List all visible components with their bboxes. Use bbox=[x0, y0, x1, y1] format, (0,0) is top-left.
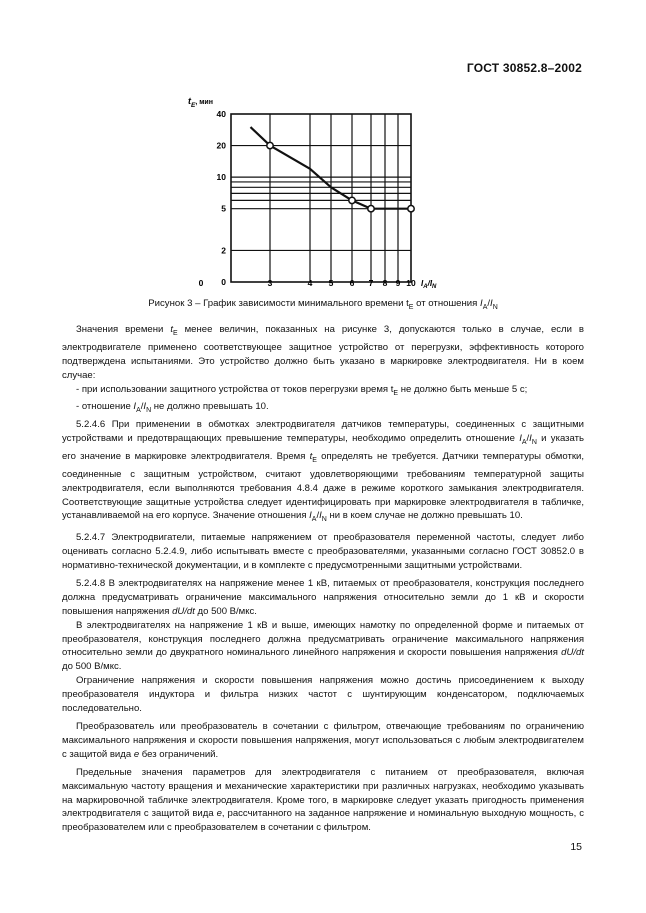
data-point-marker bbox=[267, 142, 273, 148]
x-tick-label: 10 bbox=[406, 278, 416, 288]
y-tick-label: 40 bbox=[216, 109, 226, 119]
paragraph-limit-values: Предельные значения параметров для электродвигателя с питанием от преобразователя, включая максимальную частоту вращения и механические характеристики при различных нагрузках, необходимо указывать на маркировочной табличке электродвигателя. Кроме того, в маркировке следует указать пригодность применения электродвигателя с защитой вида e, рассчитанного на заданное напряжение и номинальную выходную мощность, с преобразователем или с преобразователем в сочетании с фильтром. bbox=[62, 766, 584, 834]
paragraph-voltage-limit: Ограничение напряжения и скорости повышения напряжения можно достичь присоединением к выходу преобразователя индуктора и фильтра низких частот с шунтирующим конденсатором, подключаемых последовательно. bbox=[62, 675, 584, 715]
chart-grid bbox=[231, 114, 411, 282]
figure bbox=[0, 0, 646, 300]
y-tick-label: 0 bbox=[221, 277, 226, 287]
y-axis-label: $t_E^{, мин}$ bbox=[188, 96, 213, 109]
y-tick-label: 5 bbox=[221, 203, 226, 214]
page-number: 15 bbox=[570, 841, 582, 853]
x-tick-label: 7 bbox=[368, 278, 374, 288]
x-axis-label: $I_A/I_N$ bbox=[421, 279, 437, 290]
document-body bbox=[62, 323, 584, 835]
standard-id: ГОСТ 30852.8–2002 bbox=[466, 61, 582, 75]
x-tick-label: 8 bbox=[382, 278, 388, 288]
tE-chart bbox=[0, 0, 646, 300]
x-tick-label: 4 bbox=[307, 278, 313, 288]
data-point-marker bbox=[349, 197, 355, 203]
list-item-min-time: - при использовании защитного устройства от токов перегрузки время $t_E$ не должно быть меньше 5 с; bbox=[76, 383, 528, 397]
data-point-marker bbox=[368, 206, 374, 212]
x-tick-label: 0 bbox=[198, 278, 204, 288]
chart-frame bbox=[231, 114, 411, 282]
x-tick-label: 3 bbox=[267, 278, 273, 288]
x-tick-label: 5 bbox=[328, 278, 334, 288]
paragraph-5-2-4-7: 5.2.4.7 Электродвигатели, питаемые напряжением от преобразователя переменной частоты, следует либо оценивать согласно 5.2.4.9, либо испытывать вместе с преобразователями, указанными согласно ГОСТ 30852.0 в нормативно-технической документации, и в комплекте с предусмотренными защитными устройствами. bbox=[62, 532, 584, 572]
paragraph-5-2-4-6: 5.2.4.6 При применении в обмотках электродвигателя датчиков температуры, соединенных с защитными устройствами и предотвращающих превышение температуры, необходимо определить отношение $I_A/I_N$ и указать его значение в маркировке электродвигателя. Время $t_E$ определять не требуется. Датчики температуры обмотки, соединенные с защитным устройством, считают удовлетворяющими требованиям температурной защиты электродвигателя, если выполняются требования 4.8.4 даже в режиме короткого замыкания электродвигателя. Соответствующие защитные устройства следует идентифицировать при маркировке электродвигателя в табличке, устанавливаемой на его корпусе. Значение отношения $I_A/I_N$ ни в коем случае не должно превышать 10. bbox=[62, 419, 584, 524]
paragraph-te-values: Значения времени $t_E$ менее величин, показанных на рисунке 3, допускаются только в случае, если в электродвигателе применено соответствующее защитное устройство от перегрузки, эффективность которого подтверждена испытаниями. Это устройство должно быть указано в маркировке электродвигателя. Ни в коем случае: bbox=[62, 324, 585, 381]
paragraph-5-2-4-8: 5.2.4.8 В электродвигателях на напряжение менее 1 кВ, питаемых от преобразователя, конструкция последнего должна предусматривать ограничение максимального напряжения относительно земли до 1 кВ и скорости повышения напряжения dU/dt до 500 В/мкс. bbox=[62, 577, 584, 617]
x-tick-label: 6 bbox=[349, 278, 355, 288]
x-tick-label: 9 bbox=[395, 278, 401, 288]
paragraph-converter: Преобразователь или преобразователь в сочетании с фильтром, отвечающие требованиям по ограничению максимального напряжения и скорости повышения напряжения, могут использоваться с любым электродвигателем с защитой вида e без ограничений. bbox=[62, 721, 584, 760]
y-tick-label: 2 bbox=[221, 245, 226, 256]
y-tick-label: 10 bbox=[216, 172, 226, 183]
data-point-marker bbox=[408, 206, 414, 212]
paragraph-high-voltage: В электродвигателях на напряжение 1 кВ и выше, имеющих намотку по определенной форме и питаемых от преобразователя, конструкция последнего должна предусматривать ограничение максимального напряжения относительно земли до двукратного номинального линейного напряжения и скорости повышения напряжения dU/dt до 500 В/мкс. bbox=[62, 619, 584, 673]
y-tick-label: 20 bbox=[216, 140, 226, 151]
list-item-ratio: - отношение $I_A/I_N$ не должно превышать 10. bbox=[76, 401, 269, 415]
figure-caption: Рисунок 3 – График зависимости минимального времени $t_E$ от отношения $I_A/I_N$ bbox=[148, 298, 498, 311]
